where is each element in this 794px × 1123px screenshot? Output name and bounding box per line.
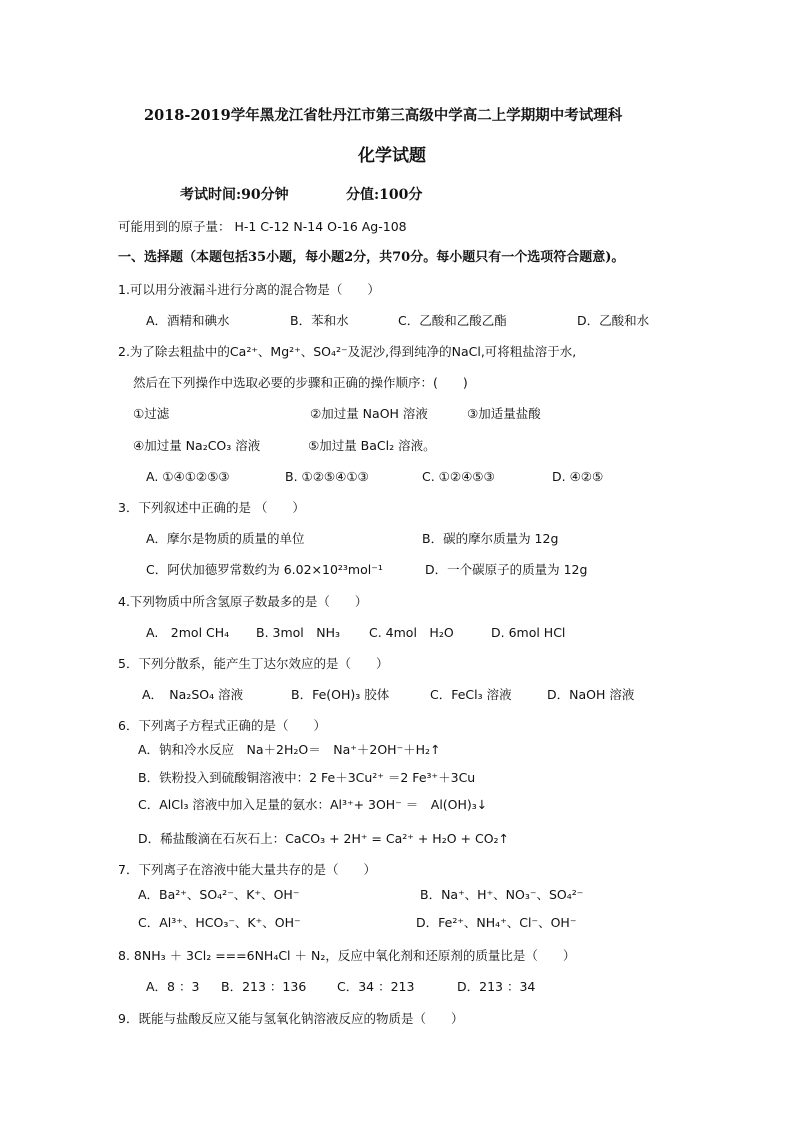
question-3-option-b: B．碳的摩尔质量为 12g	[422, 531, 559, 546]
question-7-option-b: B．Na⁺、H⁺、NO₃⁻、SO₄²⁻	[420, 887, 584, 902]
question-8-option-b: B．213 ：136	[221, 979, 307, 994]
question-2-operation-2: ②加过量 NaOH 溶液	[310, 406, 428, 421]
question-5-option-a: A． Na₂SO₄ 溶液	[142, 687, 244, 702]
question-1-option-d: D．乙酸和水	[577, 313, 650, 328]
exam-title: 2018-2019学年黑龙江省牡丹江市第三高级中学高二上学期期中考试理科	[144, 107, 623, 124]
question-2-stem-line1: 2.为了除去粗盐中的Ca²⁺、Mg²⁺、SO₄²⁻及泥沙,得到纯净的NaCl,可将粗盐溶于水,	[118, 344, 577, 359]
question-7-option-d: D．Fe²⁺、NH₄⁺、Cl⁻、OH⁻	[416, 915, 577, 930]
question-2-option-b: B. ①②⑤④①③	[285, 469, 369, 484]
question-6-option-a: A．钠和冷水反应 Na＋2H₂O＝ Na⁺＋2OH⁻＋H₂↑	[138, 742, 441, 757]
question-2-option-a: A. ①④①②⑤③	[146, 469, 230, 484]
question-3-option-c: C．阿伏加德罗常数约为 6.02×10²³mol⁻¹	[146, 562, 383, 577]
question-6-stem: 6．下列离子方程式正确的是（ ）	[118, 718, 326, 733]
question-8-stem: 8. 8NH₃ ＋ 3Cl₂ ===6NH₄Cl ＋ N₂，反应中氧化剂和还原剂的质量比是（ ）	[118, 948, 576, 963]
exam-time: 考试时间:90分钟	[180, 187, 289, 203]
question-4-option-a: A. 2mol CH₄	[146, 625, 230, 640]
question-1-option-a: A．酒精和碘水	[146, 313, 230, 328]
question-3-option-d: D．一个碳原子的质量为 12g	[425, 562, 588, 577]
question-2-option-c: C. ①②④⑤③	[422, 469, 495, 484]
question-7-stem: 7．下列离子在溶液中能大量共存的是（ ）	[118, 862, 376, 877]
question-1-stem: 1.可以用分液漏斗进行分离的混合物是（ ）	[118, 282, 380, 297]
question-2-stem-line2: 然后在下列操作中选取必要的步骤和正确的操作顺序：( )	[133, 375, 468, 390]
question-6-option-b: B．铁粉投入到硫酸铜溶液中：2 Fe＋3Cu²⁺ ＝2 Fe³⁺＋3Cu	[138, 770, 476, 785]
question-2-operation-3: ③加适量盐酸	[467, 406, 541, 421]
question-8-option-a: A．8 ：3	[146, 979, 200, 994]
question-2-operation-5: ⑤加过量 BaCl₂ 溶液。	[308, 438, 436, 453]
question-4-option-d: D. 6mol HCl	[491, 625, 566, 640]
question-8-option-d: D．213 ：34	[457, 979, 536, 994]
question-2-operation-4: ④加过量 Na₂CO₃ 溶液	[133, 438, 261, 453]
question-6-option-c: C．AlCl₃ 溶液中加入足量的氨水：Al³⁺+ 3OH⁻ ＝ Al(OH)₃↓	[138, 797, 488, 812]
question-6-option-d: D．稀盐酸滴在石灰石上：CaCO₃ + 2H⁺ = Ca²⁺ + H₂O + CO₂↑	[138, 831, 510, 846]
question-1-option-c: C．乙酸和乙酸乙酯	[398, 313, 507, 328]
question-2-operation-1: ①过滤	[133, 406, 170, 421]
question-2-option-d: D. ④②⑤	[552, 469, 604, 484]
question-8-option-c: C．34 ：213	[337, 979, 415, 994]
question-3-option-a: A．摩尔是物质的质量的单位	[146, 531, 305, 546]
question-9-stem: 9．既能与盐酸反应又能与氢氧化钠溶液反应的物质是（ ）	[118, 1011, 464, 1026]
question-5-option-c: C．FeCl₃ 溶液	[430, 687, 512, 702]
section-heading: 一、选择题（本题包括35小题，每小题2分，共70分。每小题只有一个选项符合题意)。	[118, 250, 625, 265]
question-3-stem: 3．下列叙述中正确的是 （ ）	[118, 500, 305, 515]
question-5-option-d: D．NaOH 溶液	[547, 687, 635, 702]
exam-score: 分值:100分	[346, 187, 423, 203]
exam-subtitle: 化学试题	[358, 146, 426, 166]
question-4-option-b: B. 3mol NH₃	[256, 625, 341, 640]
question-5-stem: 5．下列分散系，能产生丁达尔效应的是（ ）	[118, 656, 389, 671]
question-1-option-b: B．苯和水	[290, 313, 349, 328]
question-4-option-c: C. 4mol H₂O	[369, 625, 454, 640]
question-7-option-c: C．Al³⁺、HCO₃⁻、K⁺、OH⁻	[138, 915, 301, 930]
question-4-stem: 4.下列物质中所含氢原子数最多的是（ ）	[118, 594, 368, 609]
question-7-option-a: A．Ba²⁺、SO₄²⁻、K⁺、OH⁻	[138, 887, 300, 902]
question-5-option-b: B．Fe(OH)₃ 胶体	[291, 687, 390, 702]
atomic-masses: 可能用到的原子量： H-1 C-12 N-14 O-16 Ag-108	[118, 219, 407, 234]
